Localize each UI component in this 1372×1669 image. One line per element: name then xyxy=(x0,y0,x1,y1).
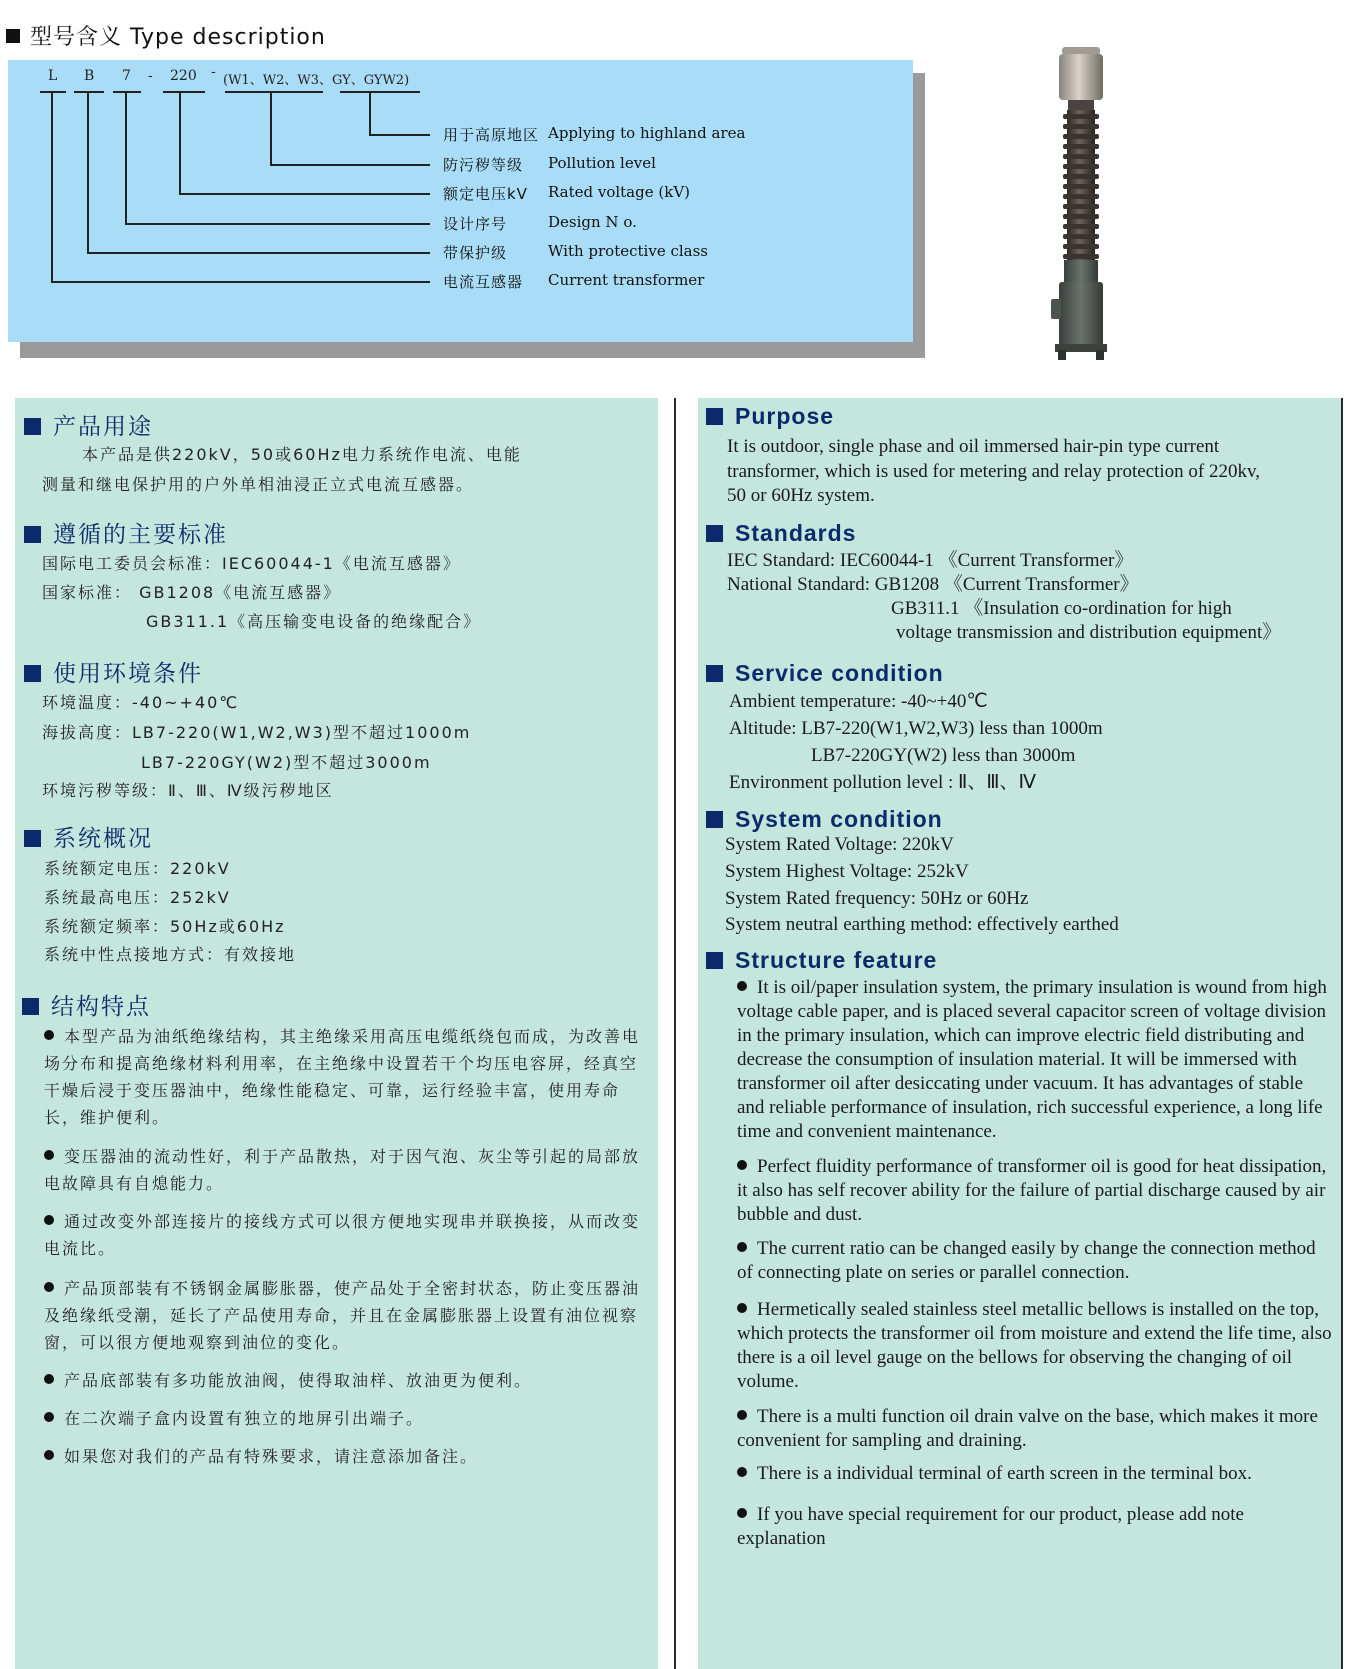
cn-service-title: 使用环境条件 xyxy=(53,661,203,687)
bullet-dot-icon xyxy=(737,1508,747,1518)
page-title: 型号含义 Type description xyxy=(30,25,326,50)
bullet-dot-icon xyxy=(737,1467,747,1477)
bullet-dot-icon xyxy=(44,1030,54,1040)
cn-standards-title: 遵循的主要标准 xyxy=(53,522,228,548)
cn-system-title: 系统概况 xyxy=(53,826,153,852)
cn-system-line: 系统额定电压：220kV xyxy=(44,859,231,878)
label-cn-ct: 电流互感器 xyxy=(443,273,524,291)
bullet-dot-icon xyxy=(44,1215,54,1225)
en-structure-item: There is a multi function oil drain valve on the base, which makes it more convenient for sampling and draining. xyxy=(737,1406,1318,1451)
bullet-dot-icon xyxy=(44,1150,54,1160)
en-section-standards xyxy=(706,520,856,547)
cn-structure-title: 结构特点 xyxy=(51,994,151,1020)
en-purpose-line: 50 or 60Hz system. xyxy=(727,485,875,506)
bullet-dot-icon xyxy=(737,1242,747,1252)
square-bullet-icon xyxy=(24,665,41,682)
en-service-line: Ambient temperature: -40~+40℃ xyxy=(729,691,988,712)
en-structure-item: The current ratio can be changed easily by change the connection method of connecting plate on series or parallel connection. xyxy=(737,1238,1316,1283)
square-bullet-icon xyxy=(24,418,41,435)
label-en-pollution: Pollution level xyxy=(548,154,656,172)
en-service-line: Environment pollution level : Ⅱ、Ⅲ、Ⅳ xyxy=(729,772,1037,793)
square-bullet-icon xyxy=(706,525,723,542)
cn-structure-item: 产品顶部装有不锈钢金属膨胀器，使产品处于全密封状态，防止变压器油及绝缘纸受潮，延长了产品使用寿命，并且在金属膨胀器上设置有油位视察窗，可以很方便地观察到油位的变化。 xyxy=(44,1279,641,1352)
cn-system-line: 系统中性点接地方式：有效接地 xyxy=(44,945,297,964)
cn-purpose-title: 产品用途 xyxy=(53,414,153,440)
label-en-protective: With protective class xyxy=(548,242,708,260)
en-structure-item: It is oil/paper insulation system, the primary insulation is wound from high voltage cable paper, and is placed several capacitor screen of voltage division in the primary insulation, which can improve electric field distributing and decrease the consumption of insulation material. It will be immersed with transformer oil after desiccating under vacuum. It has advantages of stable and reliable performance of insulation, rich successful experience, a long life time and convenient maintenance. xyxy=(737,977,1327,1142)
cn-purpose-line: 测量和继电保护用的户外单相油浸正立式电流互感器。 xyxy=(42,475,475,494)
panel-divider-right xyxy=(1341,398,1343,1669)
cn-structure-item: 本型产品为油纸绝缘结构，其主绝缘采用高压电缆纸绕包而成，为改善电场分布和提高绝缘材料利用率，在主绝缘中设置若干个均压电容屏，经真空干燥后浸于变压器油中，绝缘性能稳定、可靠，运行经验丰富，使用寿命长，维护便利。 xyxy=(44,1027,641,1127)
en-standards-line: IEC Standard: IEC60044-1 《Current Transformer》 xyxy=(727,550,1134,571)
code-char-suffix: (W1、W2、W3、GY、GYW2) xyxy=(223,73,410,88)
en-system-title: System condition xyxy=(735,806,943,832)
en-standards-line: National Standard: GB1208 《Current Transformer》 xyxy=(727,574,1139,595)
en-section-structure xyxy=(706,947,937,974)
bullet-dot-icon xyxy=(737,1410,747,1420)
code-char-7: 7 xyxy=(122,68,131,84)
en-structure-title: Structure feature xyxy=(735,947,938,973)
en-service-line: Altitude: LB7-220(W1,W2,W3) less than 1000m xyxy=(729,718,1103,739)
cn-standards-line: GB311.1《高压输变电设备的绝缘配合》 xyxy=(146,612,482,631)
en-structure-item: If you have special requirement for our product, please add note explanation xyxy=(737,1504,1244,1549)
code-dash-1: - xyxy=(148,68,153,84)
code-char-b: B xyxy=(84,68,95,84)
label-cn-pollution: 防污秽等级 xyxy=(443,156,524,174)
cn-service-line: LB7-220GY(W2)型不超过3000m xyxy=(141,753,432,772)
en-system-line: System Highest Voltage: 252kV xyxy=(725,861,969,882)
square-bullet-icon xyxy=(706,811,723,828)
code-char-220: 220 xyxy=(170,68,197,84)
cn-structure-item: 在二次端子盒内设置有独立的地屏引出端子。 xyxy=(44,1405,652,1432)
square-bullet-icon xyxy=(706,665,723,682)
cn-purpose-line: 本产品是供220kV，50或60Hz电力系统作电流、电能 xyxy=(82,445,522,464)
cn-section-structure xyxy=(22,988,151,1021)
panel-divider-left xyxy=(674,398,676,1669)
en-service-title: Service condition xyxy=(735,660,944,686)
en-structure-item: Perfect fluidity performance of transformer oil is good for heat dissipation, it also has self recover ability for the failure of partial discharge caused by air bubble and dust. xyxy=(737,1156,1327,1225)
en-system-line: System neutral earthing method: effectively earthed xyxy=(725,914,1119,935)
cn-system-line: 系统额定频率：50Hz或60Hz xyxy=(44,917,286,936)
cn-structure-item: 通过改变外部连接片的接线方式可以很方便地实现串并联换接，从而改变电流比。 xyxy=(44,1212,641,1258)
bullet-dot-icon xyxy=(44,1374,54,1384)
cn-standards-line: 国际电工委员会标准：IEC60044-1《电流互感器》 xyxy=(42,554,461,573)
label-en-rated-voltage: Rated voltage (kV) xyxy=(548,183,691,201)
cn-section-service xyxy=(24,655,203,688)
label-cn-highland: 用于高原地区 xyxy=(443,126,540,144)
cn-service-line: 海拔高度：LB7-220(W1,W2,W3)型不超过1000m xyxy=(42,723,472,742)
cn-service-line: 环境污秽等级：Ⅱ、Ⅲ、Ⅳ级污秽地区 xyxy=(42,781,334,800)
transformer-product-image xyxy=(1040,44,1120,364)
label-en-ct: Current transformer xyxy=(548,271,705,289)
en-section-system xyxy=(706,806,943,833)
cn-system-line: 系统最高电压：252kV xyxy=(44,888,231,907)
cn-structure-item: 如果您对我们的产品有特殊要求，请注意添加备注。 xyxy=(44,1443,652,1470)
code-char-l: L xyxy=(48,68,58,84)
label-cn-protective: 带保护级 xyxy=(443,244,508,262)
en-section-purpose xyxy=(706,403,834,430)
cn-structure-item: 产品底部装有多功能放油阀，使得取油样、放油更为便利。 xyxy=(44,1367,652,1394)
cn-section-standards xyxy=(24,516,228,549)
en-section-service xyxy=(706,660,944,687)
label-cn-rated-voltage: 额定电压kV xyxy=(443,185,528,203)
en-purpose-line: It is outdoor, single phase and oil immersed hair-pin type current xyxy=(727,436,1220,457)
label-en-highland: Applying to highland area xyxy=(548,124,746,142)
square-bullet-icon xyxy=(24,526,41,543)
en-purpose-line: transformer, which is used for metering and relay protection of 220kv, xyxy=(727,461,1261,482)
type-code-diagram xyxy=(8,60,913,342)
en-system-line: System Rated Voltage: 220kV xyxy=(725,834,954,855)
en-structure-item: Hermetically sealed stainless steel metallic bellows is installed on the top, which protects the transformer oil from moisture and extend the life time, also there is a oil level gauge on the bellows for observing the changing of oil volume. xyxy=(737,1299,1332,1392)
bullet-dot-icon xyxy=(44,1412,54,1422)
bullet-dot-icon xyxy=(737,1160,747,1170)
cn-section-system xyxy=(24,820,153,853)
bullet-dot-icon xyxy=(44,1282,54,1292)
square-bullet-icon xyxy=(6,29,20,43)
bullet-dot-icon xyxy=(737,981,747,991)
square-bullet-icon xyxy=(706,952,723,969)
en-structure-item: There is a individual terminal of earth screen in the terminal box. xyxy=(737,1462,1335,1486)
page-header xyxy=(6,20,326,51)
en-purpose-title: Purpose xyxy=(735,403,835,429)
code-dash-2: - xyxy=(211,64,216,80)
en-system-line: System Rated frequency: 50Hz or 60Hz xyxy=(725,888,1029,909)
square-bullet-icon xyxy=(22,998,39,1015)
cn-section-purpose xyxy=(24,408,153,441)
en-standards-title: Standards xyxy=(735,520,857,546)
cn-standards-line: 国家标准： GB1208《电流互感器》 xyxy=(42,583,342,602)
cn-service-line: 环境温度：-40~+40℃ xyxy=(42,693,240,712)
en-standards-line: GB311.1 《Insulation co-ordination for high xyxy=(891,598,1232,619)
square-bullet-icon xyxy=(706,408,723,425)
label-cn-design-no: 设计序号 xyxy=(443,215,508,233)
bullet-dot-icon xyxy=(737,1303,747,1313)
en-service-line: LB7-220GY(W2) less than 3000m xyxy=(811,745,1076,766)
bullet-dot-icon xyxy=(44,1450,54,1460)
square-bullet-icon xyxy=(24,830,41,847)
cn-structure-item: 变压器油的流动性好，利于产品散热，对于因气泡、灰尘等引起的局部放电故障具有自熄能力。 xyxy=(44,1147,641,1193)
en-standards-line: voltage transmission and distribution equipment》 xyxy=(896,622,1282,643)
label-en-design-no: Design N o. xyxy=(548,213,637,231)
